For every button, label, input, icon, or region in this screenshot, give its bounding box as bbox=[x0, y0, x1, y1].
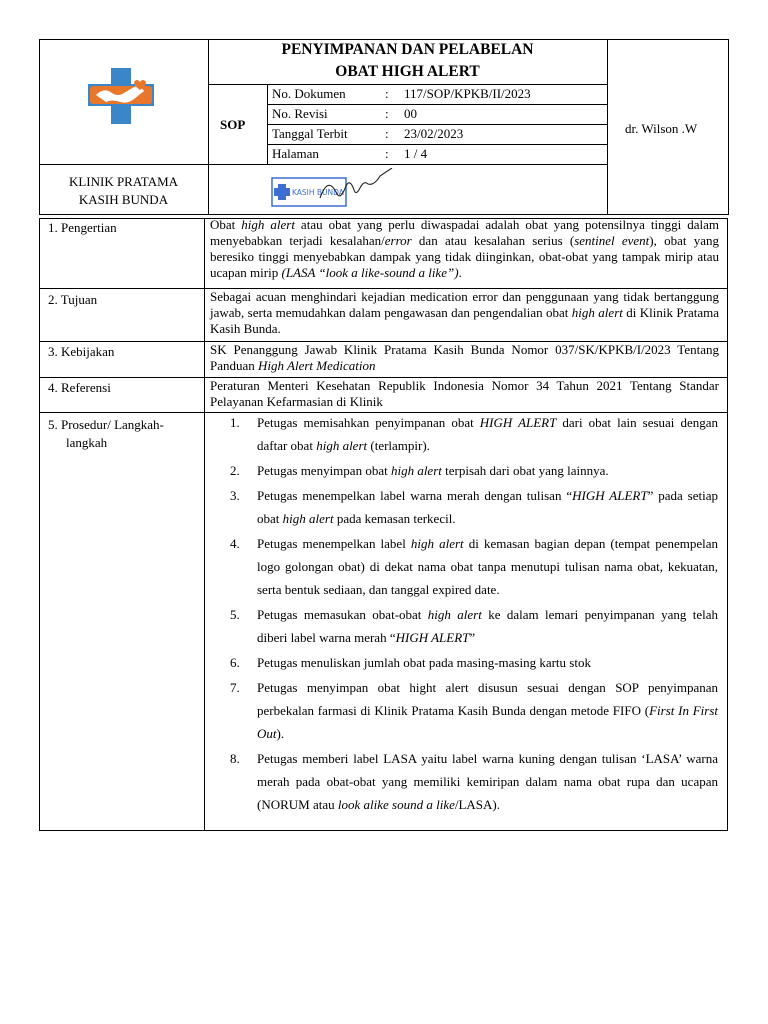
clinic-name-line2: KASIH BUNDA bbox=[78, 192, 169, 207]
document-title-line2: OBAT HIGH ALERT bbox=[335, 63, 480, 80]
list-item: 8. Petugas memberi label LASA yaitu label warna kuning dengan tulisan ‘LASA’ warna merah pada obat-obat yang memiliki kemiripan dalam nama obat rupa dan ucapan (NORUM atau look alike sound a like/LASA). bbox=[230, 751, 718, 812]
signature-stamp bbox=[268, 168, 398, 212]
section-text-referensi: Peraturan Menteri Kesehatan Republik Indonesia Nomor 34 Tahun 2021 Tentang Standar Pelayanan Kefarmasian di Klinik bbox=[210, 378, 719, 409]
list-item: 6. Petugas menuliskan jumlah obat pada masing-masing kartu stok bbox=[230, 655, 591, 670]
list-item: 3. Petugas menempelkan label warna merah dengan tulisan “HIGH ALERT” pada setiap obat high alert pada kemasan terkecil. bbox=[230, 488, 719, 526]
meta-label: No. Dokumen bbox=[272, 86, 346, 101]
list-item: 2. Petugas menyimpan obat high alert terpisah dari obat yang lainnya. bbox=[230, 463, 609, 478]
meta-value: 1 / 4 bbox=[404, 146, 428, 161]
stamp-text: KASIH BUNDA bbox=[292, 188, 344, 197]
procedure-steps-list bbox=[230, 411, 718, 818]
meta-label: No. Revisi bbox=[272, 106, 328, 121]
meta-separator: : bbox=[385, 146, 389, 161]
list-item: 5. Petugas memasukan obat-obat high alert ke dalam lemari penyimpanan yang telah diberi label warna merah “HIGH ALERT” bbox=[230, 607, 718, 645]
section-text-kebijakan: SK Penanggung Jawab Klinik Pratama Kasih Bunda Nomor 037/SK/KPKB/I/2023 Tentang Panduan High Alert Medication bbox=[210, 342, 719, 373]
clinic-name-line1: KLINIK PRATAMA bbox=[68, 174, 179, 189]
meta-separator: : bbox=[385, 126, 389, 141]
section-label-tujuan: 2. Tujuan bbox=[48, 292, 98, 307]
meta-separator: : bbox=[385, 86, 389, 101]
meta-value: 00 bbox=[404, 106, 417, 121]
signatory-name: dr. Wilson .W bbox=[625, 121, 698, 136]
sop-label: SOP bbox=[220, 117, 246, 132]
clinic-logo bbox=[86, 64, 156, 126]
section-label-referensi: 4. Referensi bbox=[48, 380, 111, 395]
section-label-kebijakan: 3. Kebijakan bbox=[48, 344, 115, 359]
section-label-pengertian: 1. Pengertian bbox=[48, 220, 117, 235]
section-label-prosedur-cont: langkah bbox=[66, 435, 108, 450]
meta-label: Tanggal Terbit bbox=[272, 126, 348, 141]
document-title-line1: PENYIMPANAN DAN PELABELAN bbox=[281, 41, 534, 58]
section-label-prosedur: 5. Prosedur/ Langkah- bbox=[48, 417, 164, 432]
meta-separator: : bbox=[385, 106, 389, 121]
section-text-pengertian: Obat high alert atau obat yang perlu diwaspadai adalah obat yang potensilnya tinggi dalam menyebabkan terjadi kesalahan/error dan atau kesalahan serius (sentinel event), obat yang beresiko tinggi menyebabkan dampak yang tidak diinginkan, obat-obat yang tampak mirip atau ucapan mirip (LASA “look a like-sound a like”). bbox=[210, 217, 719, 280]
meta-label: Halaman bbox=[272, 146, 319, 161]
list-item: 1. Petugas memisahkan penyimpanan obat HIGH ALERT dari obat lain sesuai dengan daftar obat high alert (terlampir). bbox=[230, 415, 718, 453]
list-item: 4. Petugas menempelkan label high alert di kemasan bagian depan (tempat penempelan logo golongan obat) di dekat nama obat tanpa menutupi tulisan nama obat, kekuatan, serta bentuk sediaan, dan tanggal expired date. bbox=[230, 536, 719, 597]
section-text-tujuan: Sebagai acuan menghindari kejadian medication error dan penggunaan yang tidak bertanggung jawab, serta memudahkan dalam pengawasan dan pengendalian obat high alert di Klinik Pratama Kasih Bunda. bbox=[210, 289, 719, 336]
meta-value: 117/SOP/KPKB/II/2023 bbox=[404, 86, 531, 101]
list-item: 7. Petugas menyimpan obat hight alert disusun sesuai dengan SOP penyimpanan perbekalan farmasi di Klinik Pratama Kasih Bunda dengan metode FIFO (First In First Out). bbox=[230, 680, 718, 741]
meta-value: 23/02/2023 bbox=[404, 126, 464, 141]
